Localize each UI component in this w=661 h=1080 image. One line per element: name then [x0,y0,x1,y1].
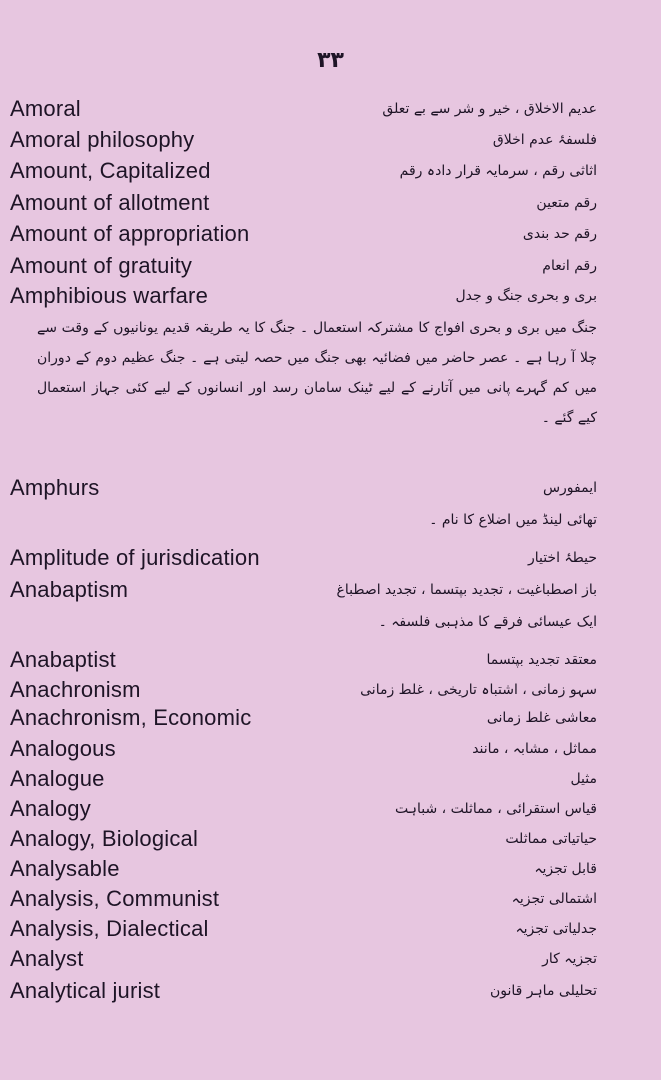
entry-term: Analogue [10,766,105,791]
entry-row [0,914,661,944]
entry-term: Amoral philosophy [10,127,195,152]
entry-translation: حیطۂ اختیار [527,550,597,566]
entry-translation: جدلیاتی تجزیہ [515,921,597,937]
entry-term: Anachronism [10,677,141,702]
entry-term: Amount, Capitalized [10,158,211,183]
entry-note: جنگ میں بری و بحری افواج کا مشترکہ استعمال ۔ جنگ کا یہ طریقہ قدیم یونانیوں کے وقت سے چلا آ رہا ہے ۔ عصر حاضر میں فضائیہ بھی جنگ میں حصہ لیتی ہے ۔ جنگ عظیم دوم کے دوران میں کم گہرے پانی میں آتارنے کے لیے ٹینک سامان رسد اور انسانوں کے لیے کئی جہاز استعمال کیے گئے ۔ [37,320,597,426]
entry-row [0,94,661,124]
entry-term: Amount of gratuity [10,253,193,278]
entry-row [0,854,661,884]
entry-translation: تحلیلی ماہر قانون [489,983,597,999]
entry-translation: ایمفورس [542,480,597,496]
entry-row [0,824,661,854]
entry-translation: قیاس استقرائی ، مماثلت ، شباہت [395,801,597,817]
entry-row [0,125,661,155]
entry-row [0,976,661,1006]
entry-translation: حیاتیاتی مماثلت [505,831,597,847]
entry-term: Anachronism, Economic [10,705,252,730]
entry-note: تھائی لینڈ میں اضلاع کا نام ۔ [429,512,597,528]
entry-row [0,543,661,573]
entry-term: Analogy [10,796,91,821]
entry-term: Analytical jurist [10,978,161,1003]
entry-translation: معاشی غلط زمانی [486,710,597,726]
entry-row [0,944,661,974]
entry-term: Analogy, Biological [10,826,199,851]
entry-term: Analysis, Communist [10,886,220,911]
entry-translation: بری و بحری جنگ و جدل [455,288,597,304]
entry-term: Anabaptist [10,647,116,672]
entry-translation: باز اصطباغیت ، تجدید بپتسما ، تجدید اصطباغ [336,582,597,598]
entry-row [0,251,661,281]
entry-translation: قابل تجزیہ [534,861,597,877]
entry-row [0,219,661,249]
entry-translation: عدیم الاخلاق ، خیر و شر سے بے تعلق [382,101,597,117]
entry-translation: تجزیہ کار [542,951,597,967]
entry-term: Amoral [10,96,81,121]
entry-row [0,675,661,705]
entry-term: Amount of appropriation [10,221,250,246]
entry-translation: مثیل [570,771,597,787]
entry-row [0,188,661,218]
entry-term: Anabaptism [10,577,129,602]
entry-row [0,734,661,764]
entry-translation: رقم متعین [536,195,597,211]
entry-row [0,575,661,605]
entry-term: Analysable [10,856,120,881]
entry-term: Analyst [10,946,84,971]
entry-translation: فلسفۂ عدم اخلاق [492,132,597,148]
entry-row [0,794,661,824]
entry-row [0,884,661,914]
entry-row [0,156,661,186]
entry-row [0,645,661,675]
entry-translation: سہو زمانی ، اشتباہ تاریخی ، غلط زمانی [360,682,597,698]
entry-term: Amplitude of jurisdication [10,545,260,570]
entry-row [0,281,661,311]
entry-term: Amphibious warfare [10,283,209,308]
entry-translation: اشتمالی تجزیہ [511,891,597,907]
entry-translation: مماثل ، مشابہ ، مانند [472,741,597,757]
entry-term: Analogous [10,736,116,761]
page-number: ۳۳ [317,48,344,73]
entry-translation: رقم حد بندی [522,226,597,242]
entry-row [0,764,661,794]
entry-term: Amphurs [10,475,100,500]
entry-row [0,473,661,503]
entry-translation: رقم انعام [542,258,597,274]
entry-row [0,703,661,733]
entry-translation: اثاثی رقم ، سرمایہ قرار دادہ رقم [399,163,597,179]
entry-term: Amount of allotment [10,190,210,215]
entry-note: ایک عیسائی فرقے کا مذہبی فلسفہ ۔ [378,614,597,630]
entry-translation: معتقد تجدید بپتسما [486,652,597,668]
entry-term: Analysis, Dialectical [10,916,209,941]
